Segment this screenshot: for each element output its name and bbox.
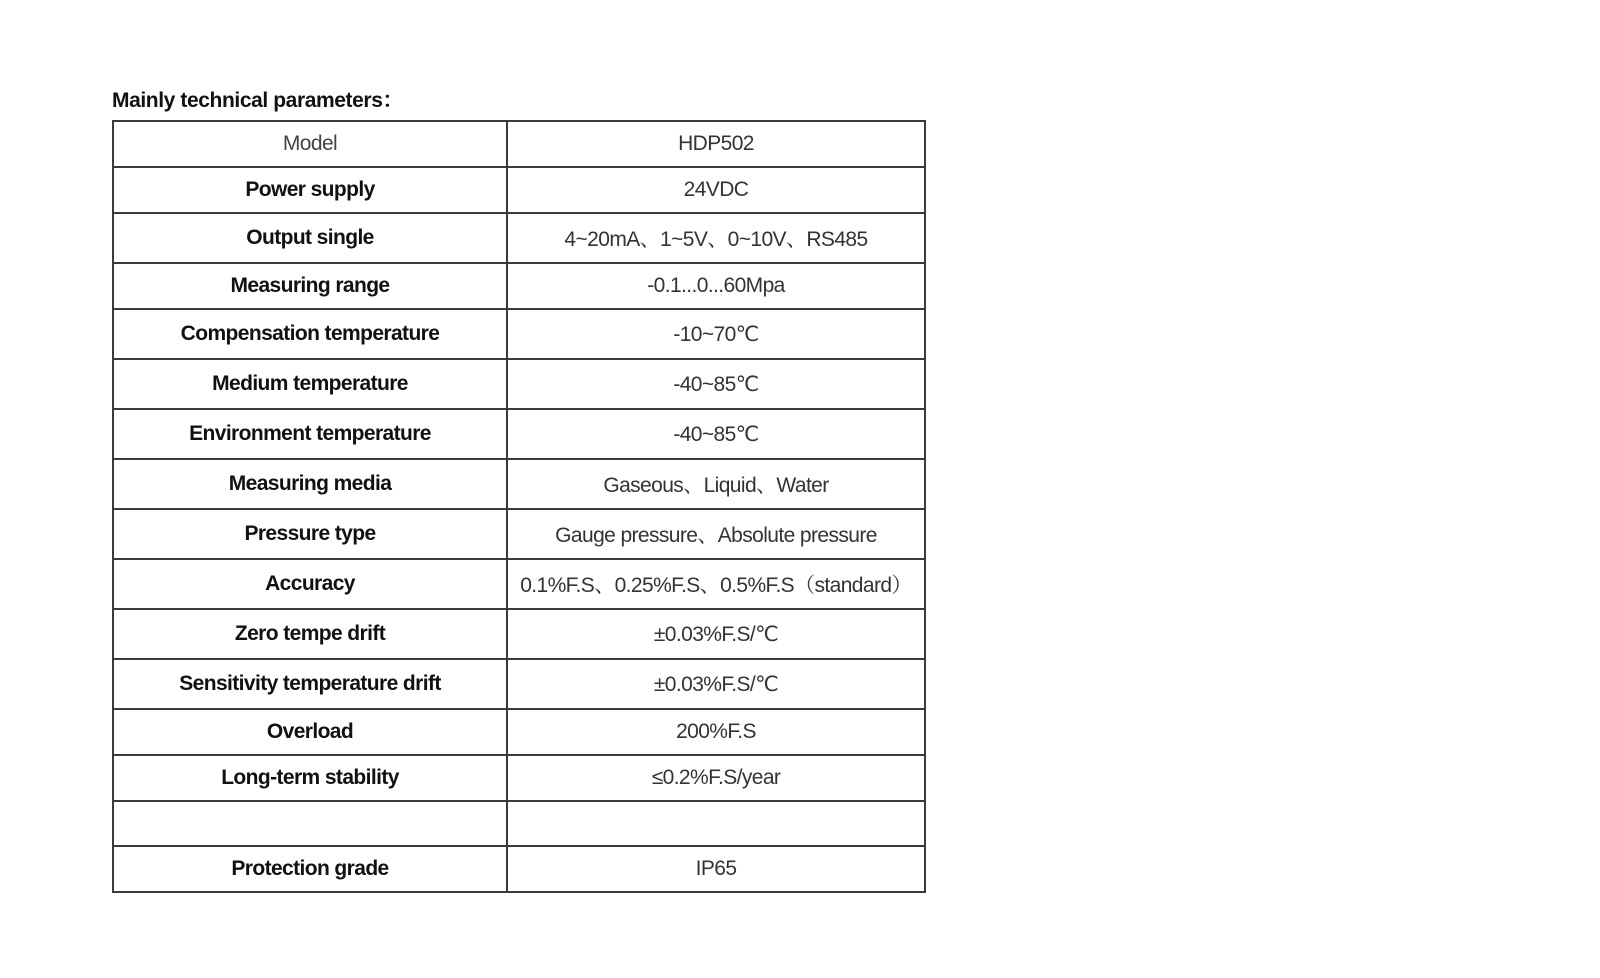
param-value: ±0.03%F.S/℃ xyxy=(507,659,925,709)
param-value: 200%F.S xyxy=(507,709,925,755)
param-label: Measuring range xyxy=(113,263,507,309)
table-row xyxy=(113,846,925,892)
param-value: HDP502 xyxy=(507,121,925,167)
param-label: Pressure type xyxy=(113,509,507,559)
param-value: ≤0.2%F.S/year xyxy=(507,755,925,801)
table-row xyxy=(113,213,925,263)
parameters-heading: Mainly technical parameters： xyxy=(112,89,404,112)
param-label: Compensation temperature xyxy=(113,309,507,359)
param-label: Sensitivity temperature drift xyxy=(113,659,507,709)
param-value: -10~70℃ xyxy=(507,309,925,359)
param-label: Long-term stability xyxy=(113,755,507,801)
param-label: Protection grade xyxy=(113,846,507,892)
parameters-table xyxy=(112,120,926,893)
param-value xyxy=(507,801,925,846)
table-row xyxy=(113,659,925,709)
param-label: Environment temperature xyxy=(113,409,507,459)
table-row xyxy=(113,609,925,659)
table-row xyxy=(113,709,925,755)
table-row xyxy=(113,121,925,167)
param-value: 4~20mA、1~5V、0~10V、RS485 xyxy=(507,213,925,263)
param-value: -0.1...0...60Mpa xyxy=(507,263,925,309)
param-label: Output single xyxy=(113,213,507,263)
param-value: -40~85℃ xyxy=(507,409,925,459)
param-value: 24VDC xyxy=(507,167,925,213)
param-label xyxy=(113,801,507,846)
param-value: IP65 xyxy=(507,846,925,892)
param-label: Measuring media xyxy=(113,459,507,509)
table-row xyxy=(113,263,925,309)
table-row xyxy=(113,755,925,801)
param-label: Zero tempe drift xyxy=(113,609,507,659)
param-label: Power supply xyxy=(113,167,507,213)
table-row xyxy=(113,409,925,459)
param-value: ±0.03%F.S/℃ xyxy=(507,609,925,659)
table-row xyxy=(113,167,925,213)
table-row xyxy=(113,801,925,846)
table-row xyxy=(113,309,925,359)
param-label: Medium temperature xyxy=(113,359,507,409)
param-label: Overload xyxy=(113,709,507,755)
table-row xyxy=(113,559,925,609)
param-value: Gaseous、Liquid、Water xyxy=(507,459,925,509)
param-value: Gauge pressure、Absolute pressure xyxy=(507,509,925,559)
table-row xyxy=(113,509,925,559)
param-value: -40~85℃ xyxy=(507,359,925,409)
param-label: Accuracy xyxy=(113,559,507,609)
param-value: 0.1%F.S、0.25%F.S、0.5%F.S（standard） xyxy=(507,559,925,609)
table-row xyxy=(113,359,925,409)
param-label: Model xyxy=(113,121,507,167)
table-row xyxy=(113,459,925,509)
